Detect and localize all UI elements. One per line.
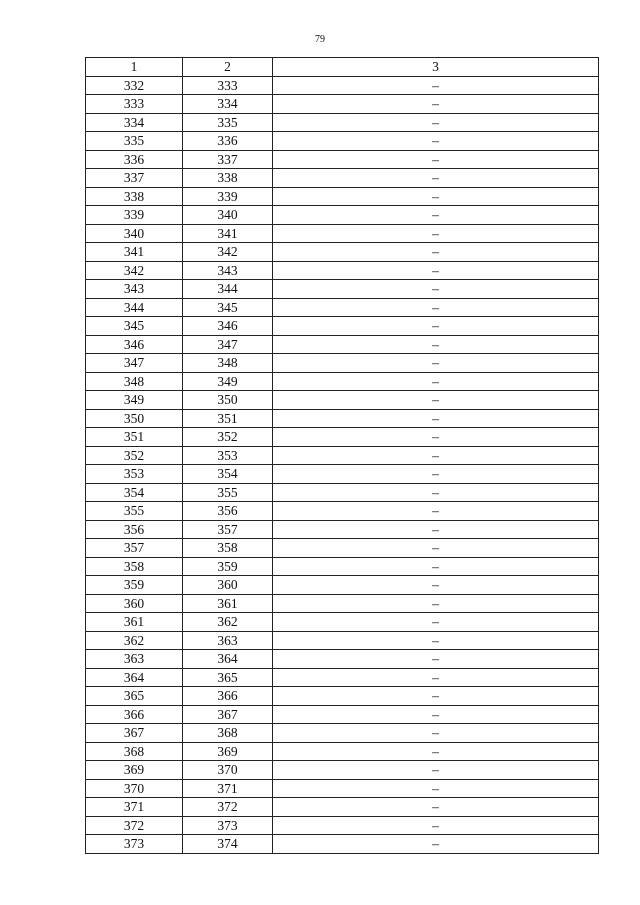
table-cell-col-3: –	[273, 816, 599, 835]
table-cell-col-1: 348	[86, 372, 183, 391]
table-row	[86, 650, 599, 669]
table-cell-col-3: –	[273, 742, 599, 761]
table-cell-col-2: 350	[183, 391, 273, 410]
table-cell-col-2: 358	[183, 539, 273, 558]
table-cell-col-2: 352	[183, 428, 273, 447]
table-cell-col-3: –	[273, 335, 599, 354]
table-row	[86, 150, 599, 169]
table-row	[86, 76, 599, 95]
table-cell-col-3: –	[273, 76, 599, 95]
table-cell-col-2: 362	[183, 613, 273, 632]
table-cell-col-3: –	[273, 631, 599, 650]
column-header-1: 1	[86, 58, 183, 77]
table-cell-col-1: 371	[86, 798, 183, 817]
table-cell-col-1: 368	[86, 742, 183, 761]
table-row	[86, 187, 599, 206]
table-row	[86, 539, 599, 558]
table-row	[86, 816, 599, 835]
table-row	[86, 224, 599, 243]
table-cell-col-2: 336	[183, 132, 273, 151]
table-cell-col-2: 363	[183, 631, 273, 650]
column-header-3: 3	[273, 58, 599, 77]
table-cell-col-1: 335	[86, 132, 183, 151]
table-cell-col-3: –	[273, 372, 599, 391]
table-cell-col-1: 364	[86, 668, 183, 687]
table-cell-col-1: 341	[86, 243, 183, 262]
page-number: 79	[315, 34, 325, 45]
table-row	[86, 169, 599, 188]
table-cell-col-1: 369	[86, 761, 183, 780]
column-header-2: 2	[183, 58, 273, 77]
header-row	[86, 58, 599, 77]
table-row	[86, 206, 599, 225]
table-cell-col-2: 361	[183, 594, 273, 613]
table-row	[86, 391, 599, 410]
table-cell-col-1: 346	[86, 335, 183, 354]
table-cell-col-3: –	[273, 668, 599, 687]
table-cell-col-2: 345	[183, 298, 273, 317]
table-row	[86, 594, 599, 613]
table-cell-col-3: –	[273, 428, 599, 447]
table-cell-col-1: 372	[86, 816, 183, 835]
table-cell-col-3: –	[273, 483, 599, 502]
table-cell-col-3: –	[273, 446, 599, 465]
table-cell-col-2: 359	[183, 557, 273, 576]
table-cell-col-2: 346	[183, 317, 273, 336]
table-cell-col-1: 343	[86, 280, 183, 299]
table-row	[86, 354, 599, 373]
table-row	[86, 687, 599, 706]
table-cell-col-3: –	[273, 594, 599, 613]
table-cell-col-3: –	[273, 798, 599, 817]
table-row	[86, 132, 599, 151]
table-cell-col-2: 351	[183, 409, 273, 428]
table-cell-col-1: 354	[86, 483, 183, 502]
table-cell-col-2: 354	[183, 465, 273, 484]
table-cell-col-1: 332	[86, 76, 183, 95]
table-row	[86, 520, 599, 539]
table-cell-col-3: –	[273, 613, 599, 632]
table-body	[86, 76, 599, 853]
table-row	[86, 409, 599, 428]
table-cell-col-1: 363	[86, 650, 183, 669]
table-cell-col-1: 365	[86, 687, 183, 706]
table-row	[86, 835, 599, 854]
table-row	[86, 428, 599, 447]
table-cell-col-1: 352	[86, 446, 183, 465]
table-row	[86, 317, 599, 336]
table-cell-col-1: 366	[86, 705, 183, 724]
table-row	[86, 95, 599, 114]
table-cell-col-2: 371	[183, 779, 273, 798]
table-cell-col-1: 350	[86, 409, 183, 428]
table-cell-col-2: 341	[183, 224, 273, 243]
table-cell-col-2: 364	[183, 650, 273, 669]
table-cell-col-1: 355	[86, 502, 183, 521]
table-row	[86, 705, 599, 724]
table-cell-col-3: –	[273, 169, 599, 188]
table-cell-col-1: 347	[86, 354, 183, 373]
table-cell-col-2: 343	[183, 261, 273, 280]
table-cell-col-1: 345	[86, 317, 183, 336]
table-cell-col-3: –	[273, 243, 599, 262]
table-cell-col-3: –	[273, 687, 599, 706]
table-row	[86, 668, 599, 687]
table-cell-col-3: –	[273, 835, 599, 854]
table-row	[86, 724, 599, 743]
table-cell-col-3: –	[273, 705, 599, 724]
table-cell-col-3: –	[273, 95, 599, 114]
table-cell-col-3: –	[273, 187, 599, 206]
table-cell-col-2: 355	[183, 483, 273, 502]
table-cell-col-2: 368	[183, 724, 273, 743]
table-cell-col-1: 367	[86, 724, 183, 743]
table-row	[86, 798, 599, 817]
table-cell-col-2: 369	[183, 742, 273, 761]
table-row	[86, 576, 599, 595]
table-cell-col-2: 335	[183, 113, 273, 132]
table-cell-col-1: 360	[86, 594, 183, 613]
table-cell-col-2: 370	[183, 761, 273, 780]
table-header	[86, 58, 599, 77]
table-cell-col-3: –	[273, 409, 599, 428]
table-cell-col-3: –	[273, 224, 599, 243]
table-cell-col-2: 366	[183, 687, 273, 706]
table-cell-col-3: –	[273, 206, 599, 225]
table-row	[86, 446, 599, 465]
table-cell-col-2: 365	[183, 668, 273, 687]
table-cell-col-1: 351	[86, 428, 183, 447]
table-cell-col-2: 347	[183, 335, 273, 354]
table-cell-col-2: 360	[183, 576, 273, 595]
table-cell-col-1: 342	[86, 261, 183, 280]
table-cell-col-1: 359	[86, 576, 183, 595]
table-cell-col-2: 374	[183, 835, 273, 854]
table-row	[86, 502, 599, 521]
table-cell-col-2: 339	[183, 187, 273, 206]
table-row	[86, 113, 599, 132]
table-cell-col-3: –	[273, 502, 599, 521]
table-cell-col-3: –	[273, 298, 599, 317]
table-cell-col-1: 339	[86, 206, 183, 225]
table-cell-col-1: 373	[86, 835, 183, 854]
table-row	[86, 742, 599, 761]
table-cell-col-1: 357	[86, 539, 183, 558]
table-cell-col-3: –	[273, 354, 599, 373]
table-cell-col-1: 353	[86, 465, 183, 484]
table-cell-col-3: –	[273, 557, 599, 576]
table-cell-col-3: –	[273, 539, 599, 558]
table-cell-col-3: –	[273, 520, 599, 539]
table-cell-col-1: 344	[86, 298, 183, 317]
table-cell-col-3: –	[273, 576, 599, 595]
table-row	[86, 483, 599, 502]
table-cell-col-1: 338	[86, 187, 183, 206]
table-cell-col-3: –	[273, 280, 599, 299]
table-cell-col-3: –	[273, 261, 599, 280]
table-cell-col-1: 337	[86, 169, 183, 188]
table-cell-col-2: 334	[183, 95, 273, 114]
table-cell-col-3: –	[273, 132, 599, 151]
table-cell-col-2: 342	[183, 243, 273, 262]
table-cell-col-3: –	[273, 779, 599, 798]
table-cell-col-2: 349	[183, 372, 273, 391]
table-cell-col-3: –	[273, 113, 599, 132]
table-cell-col-3: –	[273, 317, 599, 336]
table-cell-col-3: –	[273, 761, 599, 780]
table-cell-col-2: 337	[183, 150, 273, 169]
table-cell-col-1: 334	[86, 113, 183, 132]
table-row	[86, 261, 599, 280]
table-row	[86, 243, 599, 262]
table-cell-col-1: 333	[86, 95, 183, 114]
table-cell-col-2: 338	[183, 169, 273, 188]
table-cell-col-1: 340	[86, 224, 183, 243]
table-cell-col-1: 349	[86, 391, 183, 410]
table-row	[86, 280, 599, 299]
table-row	[86, 779, 599, 798]
table-cell-col-3: –	[273, 465, 599, 484]
table-cell-col-2: 356	[183, 502, 273, 521]
table-row	[86, 631, 599, 650]
table-cell-col-2: 373	[183, 816, 273, 835]
table-row	[86, 557, 599, 576]
table-cell-col-2: 367	[183, 705, 273, 724]
table-row	[86, 335, 599, 354]
table-cell-col-2: 333	[183, 76, 273, 95]
table-cell-col-3: –	[273, 391, 599, 410]
table-row	[86, 465, 599, 484]
table-cell-col-1: 356	[86, 520, 183, 539]
table-cell-col-1: 370	[86, 779, 183, 798]
table-row	[86, 613, 599, 632]
table-row	[86, 372, 599, 391]
table-cell-col-3: –	[273, 650, 599, 669]
table-cell-col-2: 357	[183, 520, 273, 539]
table-cell-col-3: –	[273, 150, 599, 169]
table-cell-col-2: 340	[183, 206, 273, 225]
table-cell-col-2: 348	[183, 354, 273, 373]
table-cell-col-1: 361	[86, 613, 183, 632]
table-cell-col-2: 353	[183, 446, 273, 465]
table-cell-col-2: 372	[183, 798, 273, 817]
table-row	[86, 761, 599, 780]
table-cell-col-1: 336	[86, 150, 183, 169]
table-cell-col-1: 358	[86, 557, 183, 576]
data-table	[85, 57, 599, 854]
table-cell-col-2: 344	[183, 280, 273, 299]
table-cell-col-1: 362	[86, 631, 183, 650]
table-cell-col-3: –	[273, 724, 599, 743]
table-row	[86, 298, 599, 317]
